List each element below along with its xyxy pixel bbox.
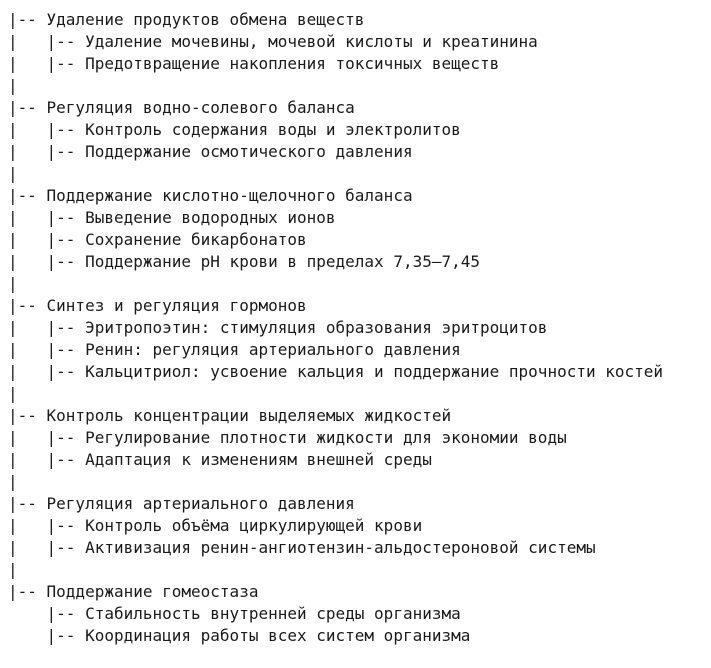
tree-line: | |-- Контроль объёма циркулирующей крови [8, 516, 423, 535]
tree-line: |-- Поддержание гомеостаза [8, 582, 259, 601]
tree-line: | |-- Эритропоэтин: стимуляция образования эритроцитов [8, 318, 548, 337]
tree-line: | |-- Контроль содержания воды и электролитов [8, 120, 461, 139]
tree-line: | |-- Выведение водородных ионов [8, 208, 336, 227]
tree-line: | [8, 384, 18, 403]
tree-line: | |-- Предотвращение накопления токсичных веществ [8, 54, 500, 73]
tree-line: |-- Координация работы всех систем организма [8, 626, 471, 645]
tree-line: | [8, 472, 18, 491]
tree-line: |-- Стабильность внутренней среды организма [8, 604, 461, 623]
tree-line: | |-- Удаление мочевины, мочевой кислоты и креатинина [8, 32, 538, 51]
tree-line: |-- Регуляция артериального давления [8, 494, 355, 513]
tree-line: | [8, 164, 18, 183]
tree-line: |-- Синтез и регуляция гормонов [8, 296, 307, 315]
tree-line: | |-- Регулирование плотности жидкости для экономии воды [8, 428, 567, 447]
tree-line: |-- Поддержание кислотно-щелочного баланса [8, 186, 413, 205]
tree-line: | |-- Адаптация к изменениям внешней среды [8, 450, 432, 469]
tree-line: | |-- Поддержание pH крови в пределах 7,35–7,45 [8, 252, 481, 271]
tree-line: | [8, 560, 18, 579]
tree-line: | |-- Сохранение бикарбонатов [8, 230, 307, 249]
tree-line: |-- Регуляция водно-солевого баланса [8, 98, 355, 117]
tree-line: | [8, 274, 18, 293]
tree-line: | |-- Поддержание осмотического давления [8, 142, 413, 161]
tree-line: | |-- Активизация ренин-ангиотензин-альдостероновой системы [8, 538, 596, 557]
tree-line: | [8, 76, 18, 95]
tree-line: | |-- Кальцитриол: усвоение кальция и поддержание прочности костей [8, 362, 664, 381]
tree-line: | |-- Ренин: регуляция артериального давления [8, 340, 461, 359]
tree-line: |-- Контроль концентрации выделяемых жидкостей [8, 406, 452, 425]
tree-line: |-- Удаление продуктов обмена веществ [8, 10, 365, 29]
